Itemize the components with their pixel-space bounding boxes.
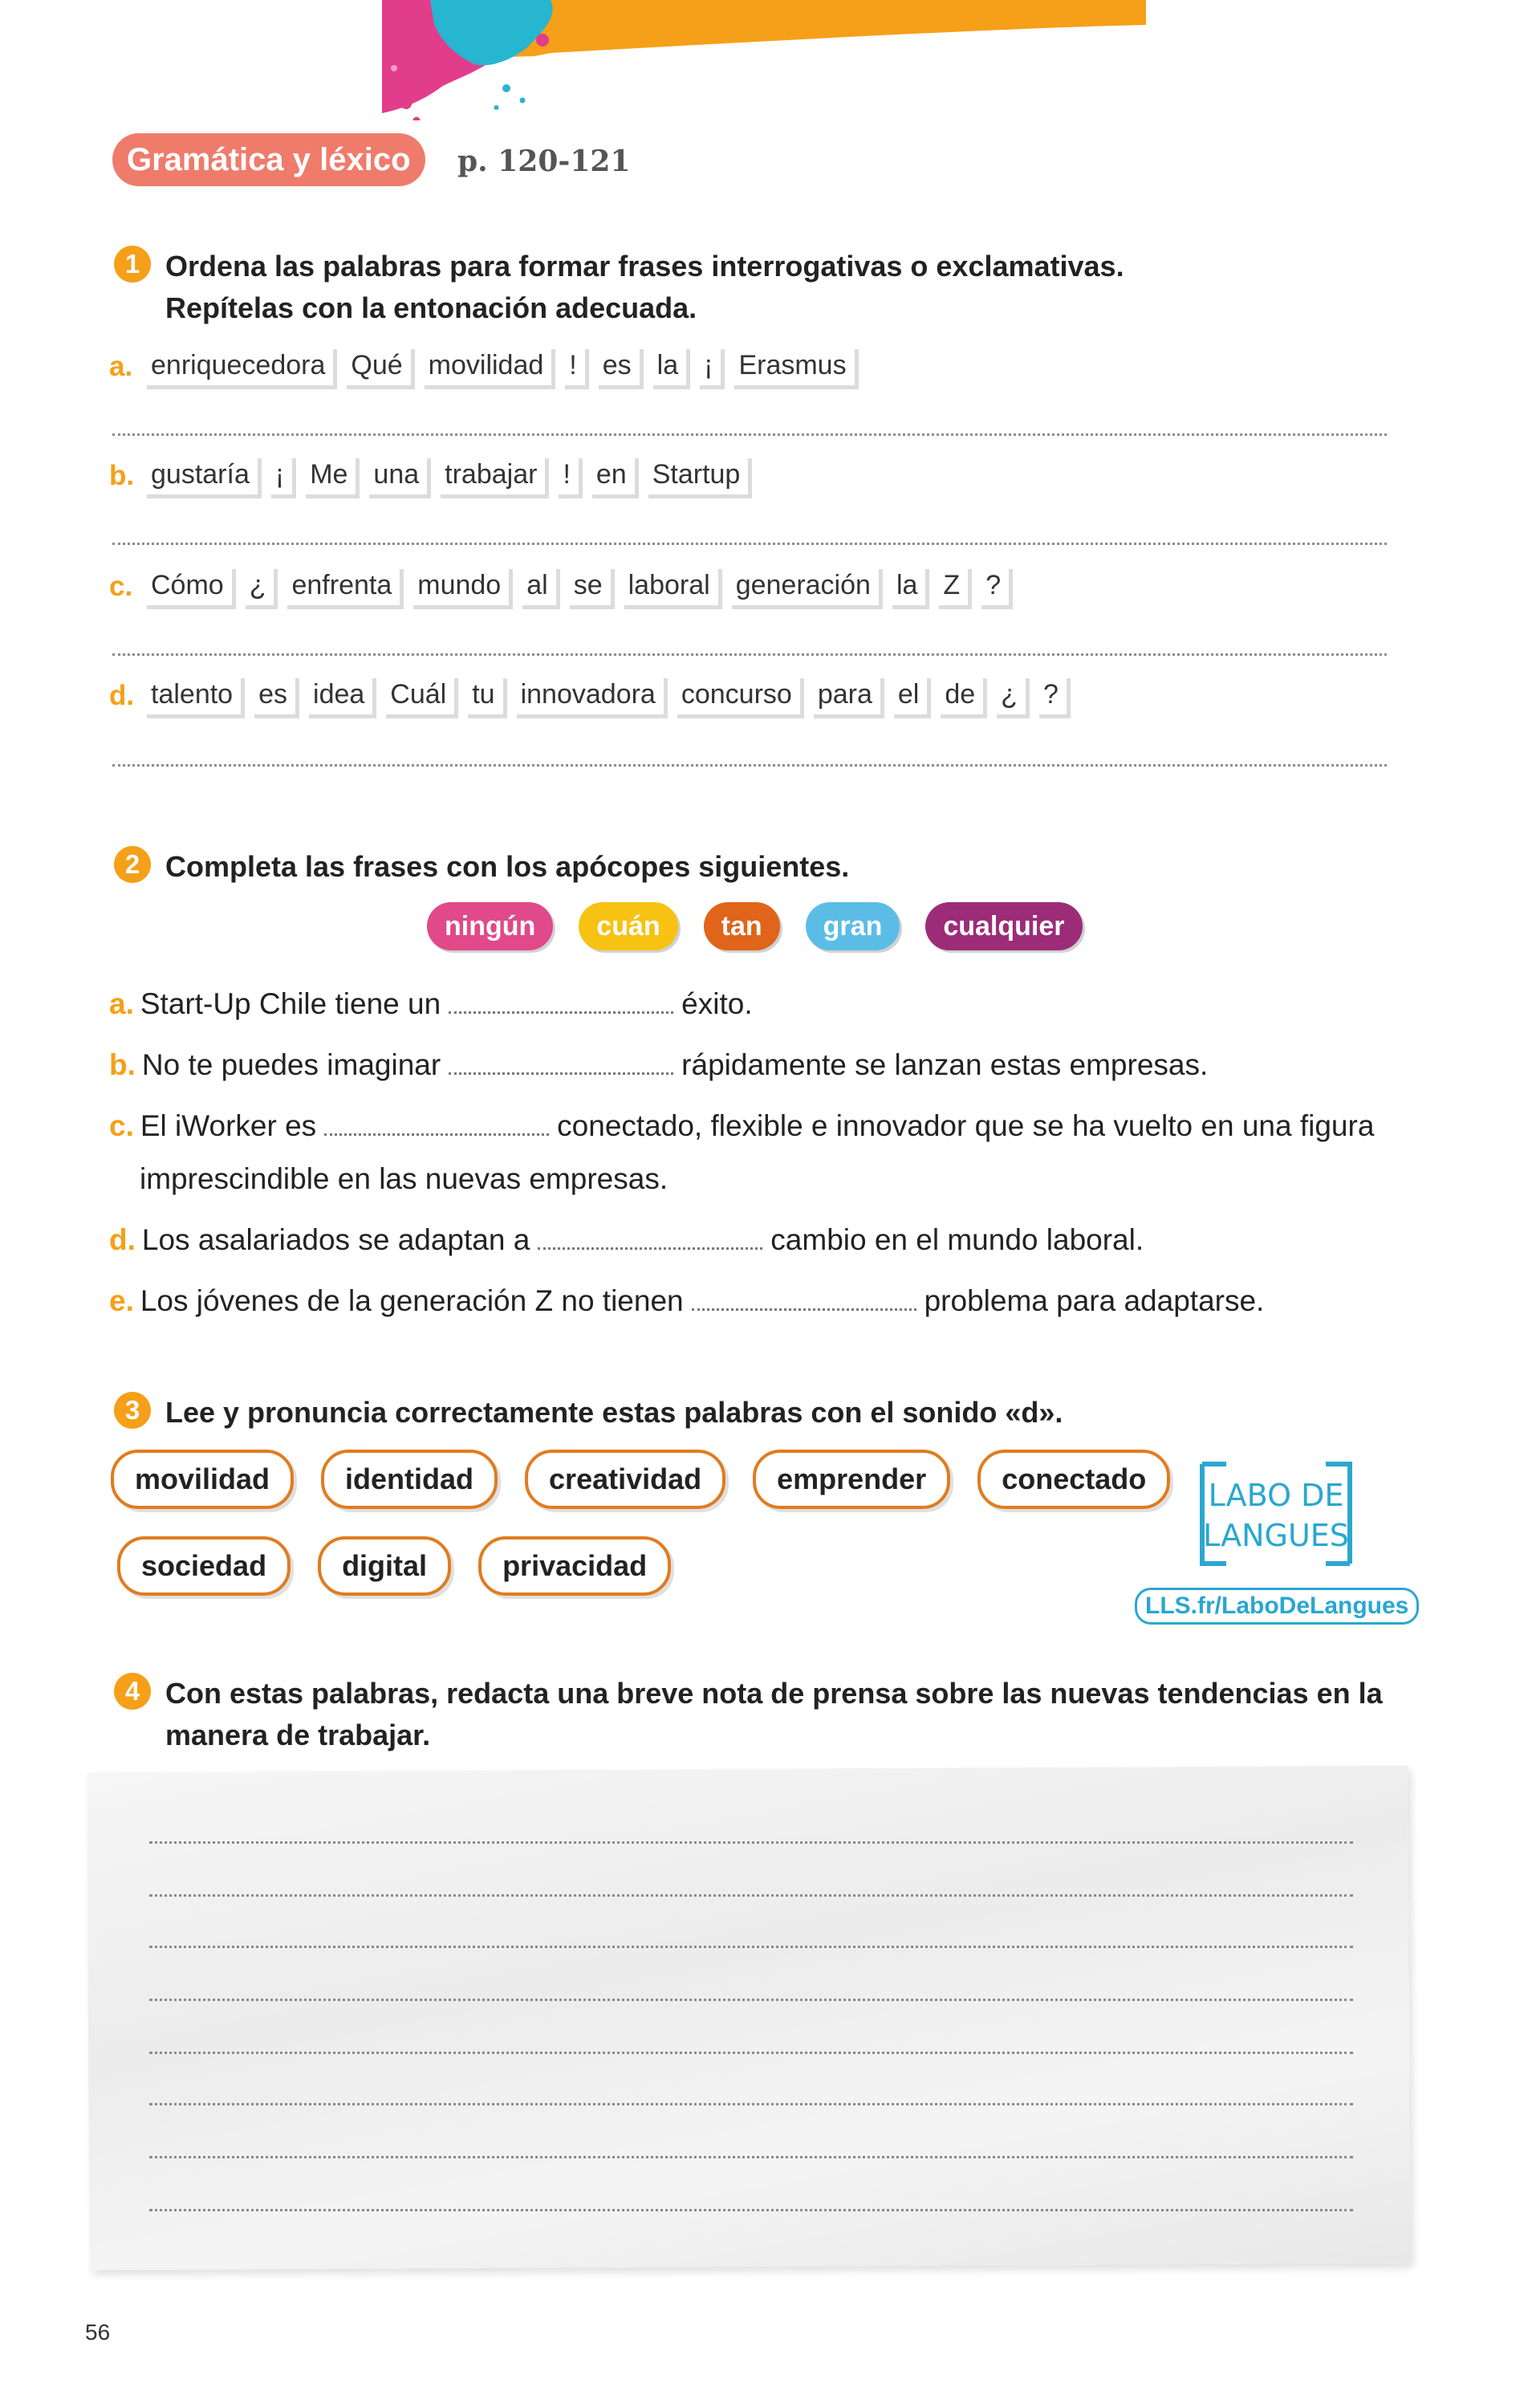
sentence-e-before: Los jóvenes de la generación Z no tienen [140,1284,684,1317]
sound-words-row-1 [111,1450,1170,1509]
word-card[interactable]: el [890,674,927,714]
word-card[interactable]: al [518,565,555,605]
word-card[interactable]: ¿ [993,674,1026,714]
answer-line-b[interactable] [112,543,1387,545]
word-card[interactable]: trabajar [437,454,545,494]
sentence-c [109,1106,1374,1146]
word-card[interactable]: Me [302,454,356,494]
sentence-e-letter: e. [109,1284,134,1317]
word-card[interactable]: una [365,454,427,494]
writing-line[interactable] [149,2052,1353,2054]
chip-gran: gran [806,902,900,950]
answer-line-d[interactable] [112,764,1387,767]
word-card[interactable]: gustaría [143,454,258,494]
writing-line[interactable] [149,2103,1353,2105]
word-card[interactable]: Cuál [382,674,454,714]
writing-line[interactable] [149,1946,1353,1948]
writing-line[interactable] [149,1841,1353,1844]
sentence-d [109,1220,1144,1260]
sentence-d-after: cambio en el mundo laboral. [770,1223,1144,1256]
exercise-2-number: 2 [114,846,151,883]
exercise-1-instruction-line2: Repítelas con la entonación adecuada. [165,291,697,324]
exercise-1-letter-d: d. [109,680,135,711]
sentence-d-letter: d. [109,1223,136,1256]
writing-line[interactable] [149,1999,1353,2001]
word-card[interactable]: mundo [409,565,509,605]
word-digital: digital [318,1536,451,1596]
word-creatividad: creatividad [525,1450,725,1509]
word-card[interactable]: ? [1035,674,1067,714]
section-title: Gramática y léxico [112,133,425,186]
word-card[interactable]: movilidad [421,345,552,385]
blank-a[interactable] [449,987,673,1014]
exercise-4-number: 4 [114,1673,151,1710]
exercise-3-instruction: Lee y pronuncia correctamente estas palabras con el sonido «d». [165,1396,1063,1429]
sentence-e [109,1281,1264,1321]
word-card[interactable]: Qué [343,345,410,385]
word-card[interactable]: tu [464,674,502,714]
word-card[interactable]: se [566,565,611,605]
word-card[interactable]: Startup [644,454,749,494]
word-card[interactable]: idea [305,674,372,714]
chip-cuan: cuán [579,902,677,950]
sentence-d-before: Los asalariados se adaptan a [141,1223,530,1256]
word-card[interactable]: la [649,345,686,385]
sentence-a-before: Start-Up Chile tiene un [140,987,441,1020]
sentence-c-before: El iWorker es [140,1109,317,1142]
word-card[interactable]: Cómo [143,565,232,605]
word-card[interactable]: es [595,345,640,385]
labo-logo-line1: LABO DE [1208,1478,1344,1513]
sentence-b-after: rápidamente se lanzan estas empresas. [681,1048,1209,1081]
sentence-a-letter: a. [109,987,134,1020]
word-card[interactable]: Z [935,565,968,605]
exercise-1-instruction-line1: Ordena las palabras para formar frases interrogativas o exclamativas. [165,250,1124,283]
writing-line[interactable] [149,2209,1353,2211]
exercise-4-instruction-line1: Con estas palabras, redacta una breve nota de prensa sobre las nuevas tendencias en la [165,1677,1383,1710]
sentence-c-continuation: imprescindible en las nuevas empresas. [140,1162,668,1195]
exercise-1-number: 1 [114,246,151,283]
word-card[interactable]: ! [555,454,578,494]
blank-e[interactable] [692,1284,916,1311]
word-row-a [143,345,855,385]
word-sociedad: sociedad [117,1536,291,1596]
exercise-3-number: 3 [114,1392,151,1429]
word-card[interactable]: ¿ [242,565,274,605]
word-conectado: conectado [977,1450,1170,1509]
exercise-1-letter-a: a. [109,351,133,382]
word-card[interactable]: talento [143,674,241,714]
sentence-a [109,984,753,1024]
chip-ningun: ningún [427,902,553,950]
sentence-b [109,1045,1208,1085]
word-privacidad: privacidad [478,1536,671,1596]
word-card[interactable]: de [937,674,983,714]
word-emprender: emprender [753,1450,950,1509]
word-card[interactable]: ? [977,565,1009,605]
sound-words-row-2 [117,1536,671,1596]
word-card[interactable]: en [588,454,635,494]
word-card[interactable]: ¡ [696,345,721,385]
writing-line[interactable] [149,2156,1353,2158]
exercise-4-instruction-line2: manera de trabajar. [165,1719,431,1751]
word-movilidad: movilidad [111,1450,294,1509]
blank-b[interactable] [449,1048,673,1075]
labo-url-link[interactable]: LLS.fr/LaboDeLangues [1135,1588,1419,1625]
chip-tan: tan [704,902,780,950]
labo-logo-line2: LANGUES [1203,1518,1349,1553]
blank-d[interactable] [538,1223,762,1250]
word-card[interactable]: generación [728,565,879,605]
exercise-1-letter-b: b. [109,460,135,491]
sentence-b-before: No te puedes imaginar [141,1048,441,1081]
header-decoration [0,0,1528,120]
word-row-b [143,454,748,494]
sentence-a-after: éxito. [681,987,753,1020]
page-reference: p. 120-121 [457,144,631,178]
labo-de-langues-logo[interactable] [1194,1458,1358,1570]
blank-c[interactable] [324,1109,549,1136]
sentence-c-after: conectado, flexible e innovador que se ha vuelto en una figura [557,1109,1375,1142]
apocope-chips [427,902,1083,950]
word-card[interactable]: enfrenta [283,565,400,605]
word-card[interactable]: la [888,565,925,605]
word-card[interactable]: ¡ [267,454,292,494]
word-card[interactable]: ! [561,345,584,385]
sentence-c-letter: c. [109,1109,134,1142]
word-card[interactable]: es [250,674,295,714]
word-card[interactable]: concurso [673,674,800,714]
word-identidad: identidad [321,1450,498,1509]
exercise-2-instruction: Completa las frases con los apócopes siguientes. [165,850,850,883]
word-card[interactable]: innovadora [513,674,664,714]
word-card[interactable]: para [810,674,880,714]
word-row-c [143,565,1009,605]
sentence-b-letter: b. [109,1048,136,1081]
word-card[interactable]: laboral [620,565,718,605]
word-row-d [143,674,1067,714]
writing-line[interactable] [149,1894,1353,1897]
answer-line-a[interactable] [112,433,1387,436]
sentence-e-after: problema para adaptarse. [924,1284,1265,1317]
chip-cualquier: cualquier [925,902,1082,950]
word-card[interactable]: Erasmus [730,345,854,385]
word-card[interactable]: enriquecedora [143,345,333,385]
page-number: 56 [85,2320,111,2345]
answer-line-c[interactable] [112,653,1387,656]
exercise-1-letter-c: c. [109,571,133,602]
